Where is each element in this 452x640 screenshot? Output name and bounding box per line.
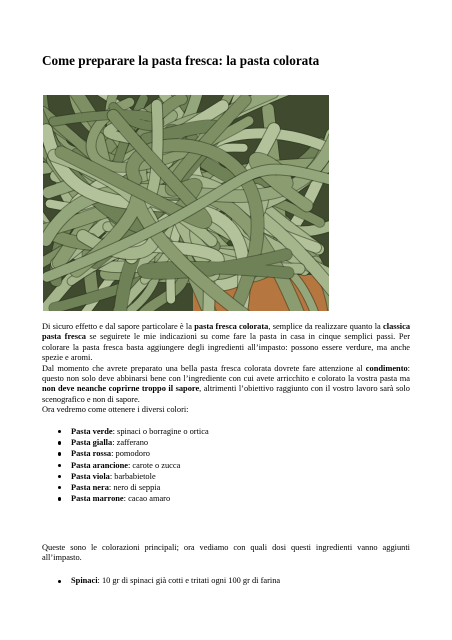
list-item: Pasta nera: nero di seppia (56, 482, 209, 493)
list-item: Pasta viola: barbabietole (56, 471, 209, 482)
intro-paragraph-3: Ora vedremo come ottenere i diversi colori: (42, 405, 189, 415)
list-item: Pasta marrone: cacao amaro (56, 493, 209, 504)
outro-paragraph: Queste sono le colorazioni principali; ora vediamo con quali dosi questi ingredienti vanno aggiunti all’impasto. (42, 543, 410, 563)
doses-list (56, 576, 280, 586)
colors-list (56, 426, 209, 504)
outro-text (42, 543, 410, 564)
list-item: Pasta verde: spinaci o borragine o ortica (56, 426, 209, 437)
intro-paragraph-2: Dal momento che avrete preparato una bella pasta fresca colorata dovrete fare attenzione al condimento: questo non solo deve abbinarsi bene con l’ingrediente con cui avete arricchito e colorato la vostra pasta ma non deve neanche coprirne troppo il sapore, altrimenti l’obiettivo raggiunto con il vostro lavoro sarà solo scenografico e non di sapore. (42, 363, 410, 404)
pasta-photo (43, 95, 329, 311)
list-item: Pasta arancione: carote o zucca (56, 460, 209, 471)
list-item: Spinaci: 10 gr di spinaci già cotti e tritati ogni 100 gr di farina (56, 576, 280, 586)
intro-paragraph-1: Di sicuro effetto e dal sapore particolare è la pasta fresca colorata, semplice da realizzare quanto la classica pasta fresca se seguirete le mie indicazioni su come fare la pasta in casa in cinque semplici passi. Per colorare la pasta fresca basta aggiungere degli ingredienti all’impasto: possono essere verdure, ma anche spezie e aromi. (42, 322, 411, 363)
list-item: Pasta gialla: zafferano (56, 437, 209, 448)
page-title: Come preparare la pasta fresca: la pasta colorata (42, 53, 320, 68)
list-item: Pasta rossa: pomodoro (56, 448, 209, 459)
intro-text (42, 322, 410, 416)
green-tagliatelle-image (43, 95, 329, 311)
